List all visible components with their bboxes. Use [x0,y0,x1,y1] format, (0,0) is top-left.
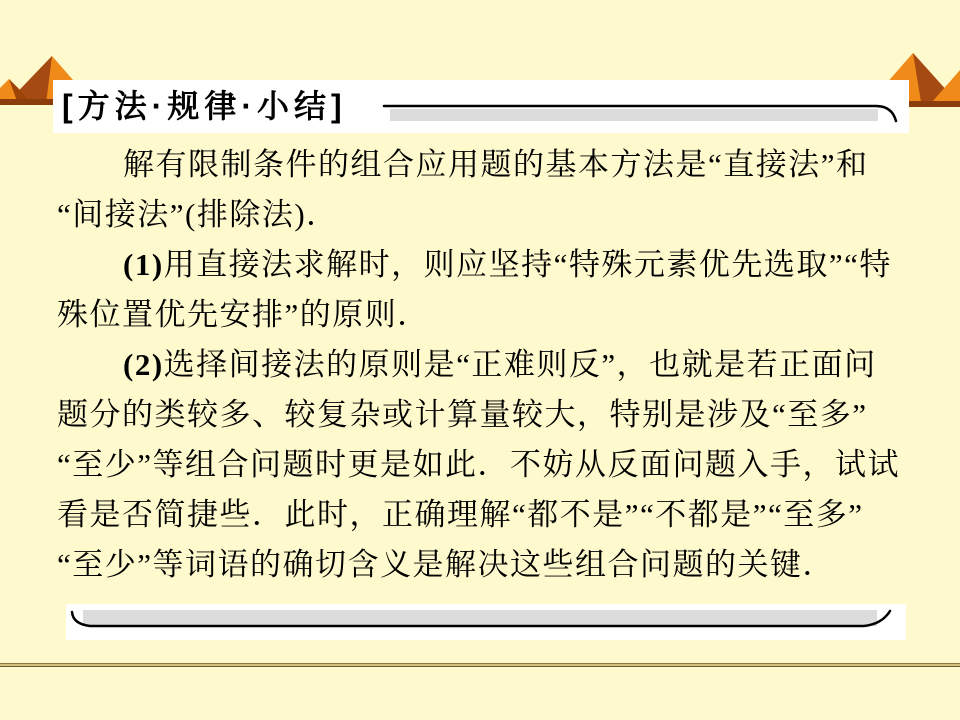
body-line: 解有限制条件的组合应用题的基本方法是“直接法”和 [123,147,869,182]
body-line: 看是否简捷些．此时，正确理解“都不是”“不都是”“至多” [57,497,864,532]
list-number: (2) [123,347,164,382]
body-line: (1)用直接法求解时，则应坚持“特殊元素优先选取”“特 [123,247,892,282]
bottom-swoosh-icon [60,600,910,645]
body-line: “至少”等词语的确切含义是解决这些组合问题的关键． [57,547,836,582]
body-line: 殊位置优先安排”的原则． [57,297,430,332]
body-line: (2)选择间接法的原则是“正难则反”，也就是若正面问 [123,347,877,382]
body-line: “至少”等组合问题时更是如此．不妨从反面问题入手，试试 [57,447,901,482]
body-line: 题分的类较多、较复杂或计算量较大，特别是涉及“至多” [57,397,868,432]
section-title: [方法·规律·小结] [62,88,347,124]
list-number: (1) [123,247,164,282]
footer-divider [0,663,960,667]
body-text [57,140,917,590]
body-line: “间接法”(排除法)． [57,197,339,232]
title-underline-swoosh-icon [376,93,911,133]
title-band [53,80,909,133]
